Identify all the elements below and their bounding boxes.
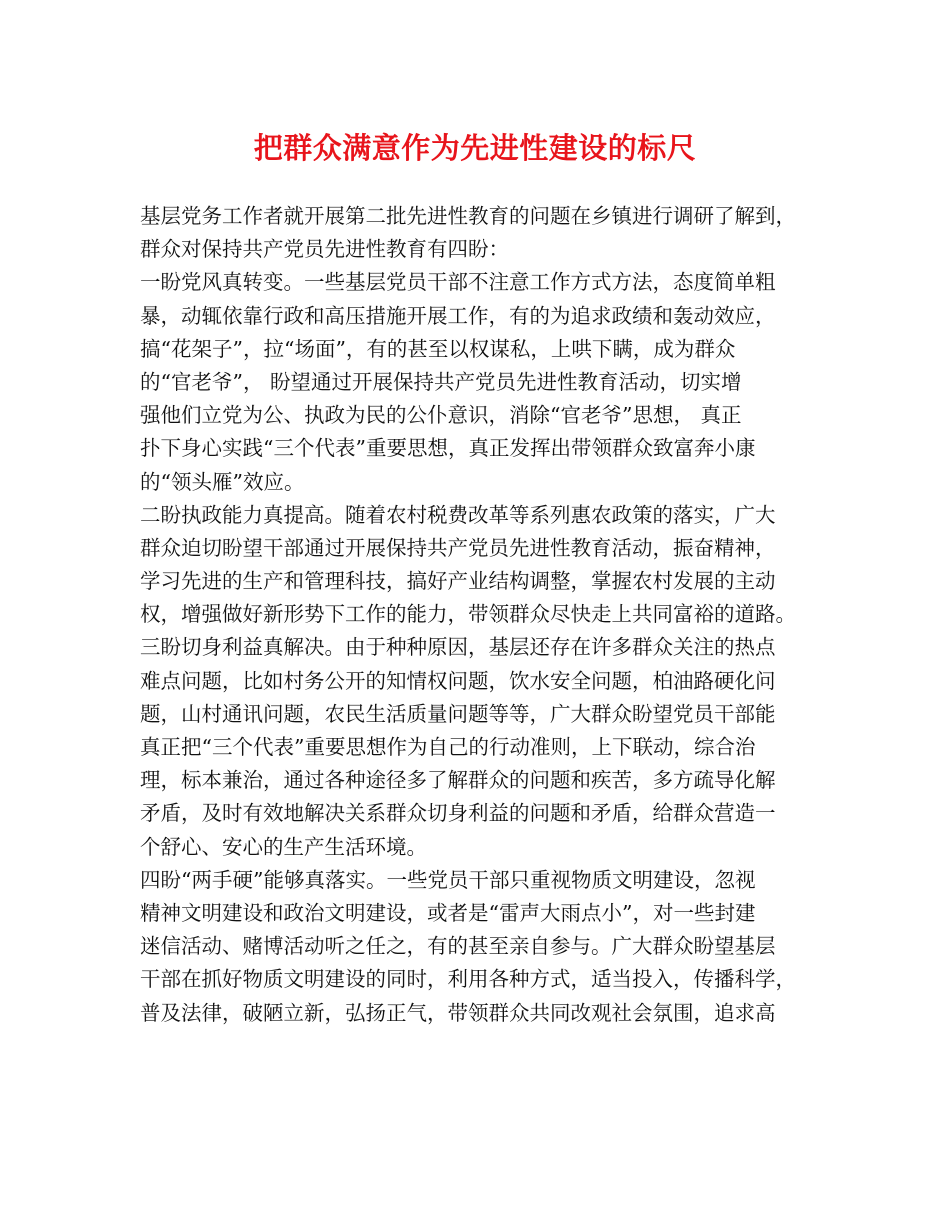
document-title: 把群众满意作为先进性建设的标尺	[253, 131, 697, 165]
body-line: 暴，动辄依靠行政和高压措施开展工作，有的为追求政绩和轰动效应，	[140, 303, 776, 328]
body-line: 的“官老爷”， 盼望通过开展保持共产党员先进性教育活动，切实增	[140, 369, 742, 394]
body-line: 题，山村通讯问题，农民生活质量问题等等，广大群众盼望党员干部能	[140, 701, 776, 726]
body-line: 普及法律，破陋立新，弘扬正气，带领群众共同改观社会氛围，追求高	[140, 1000, 776, 1025]
body-line: 学习先进的生产和管理科技，搞好产业结构调整，掌握农村发展的主动	[140, 569, 776, 594]
body-line: 群众对保持共产党员先进性教育有四盼：	[140, 237, 509, 262]
body-line: 权，增强做好新形势下工作的能力，带领群众尽快走上共同富裕的道路。	[140, 602, 796, 627]
body-line: 一盼党风真转变。一些基层党员干部不注意工作方式方法，态度简单粗	[140, 270, 776, 295]
body-line: 矛盾，及时有效地解决关系群众切身利益的问题和矛盾，给群众营造一	[140, 801, 776, 826]
body-line: 真正把“三个代表”重要思想作为自己的行动准则，上下联动，综合治	[140, 735, 756, 759]
document-body	[140, 200, 840, 1030]
body-line: 二盼执政能力真提高。随着农村税费改革等系列惠农政策的落实，广大	[140, 502, 776, 527]
body-line: 搞“花架子”，拉“场面”，有的甚至以权谋私，上哄下瞒，成为群众	[140, 336, 736, 361]
body-line: 难点问题，比如村务公开的知情权问题，饮水安全问题，柏油路硬化问	[140, 668, 776, 693]
body-line: 四盼“两手硬”能够真落实。一些党员干部只重视物质文明建设，忽视	[140, 867, 756, 892]
body-line: 精神文明建设和政治文明建设，或者是“雷声大雨点小”，对一些封建	[140, 900, 756, 925]
body-line: 扑下身心实践“三个代表”重要思想，真正发挥出带领群众致富奔小康	[140, 436, 756, 461]
body-line: 迷信活动、赌博活动听之任之，有的甚至亲自参与。广大群众盼望基层	[140, 934, 776, 959]
body-line: 基层党务工作者就开展第二批先进性教育的问题在乡镇进行调研了解到，	[140, 204, 796, 228]
body-line: 个舒心、安心的生产生活环境。	[140, 834, 427, 859]
body-line: 干部在抓好物质文明建设的同时，利用各种方式，适当投入，传播科学，	[140, 967, 796, 992]
body-line: 三盼切身利益真解决。由于种种原因，基层还存在许多群众关注的热点	[140, 635, 776, 660]
body-line: 的“领头雁”效应。	[140, 469, 305, 494]
body-line: 强他们立党为公、执政为民的公仆意识，消除“官老爷”思想， 真正	[140, 403, 742, 428]
body-line: 群众迫切盼望干部通过开展保持共产党员先进性教育活动，振奋精神，	[140, 535, 776, 560]
body-line: 理，标本兼治，通过各种途径多了解群众的问题和疾苦，多方疏导化解	[140, 768, 776, 793]
